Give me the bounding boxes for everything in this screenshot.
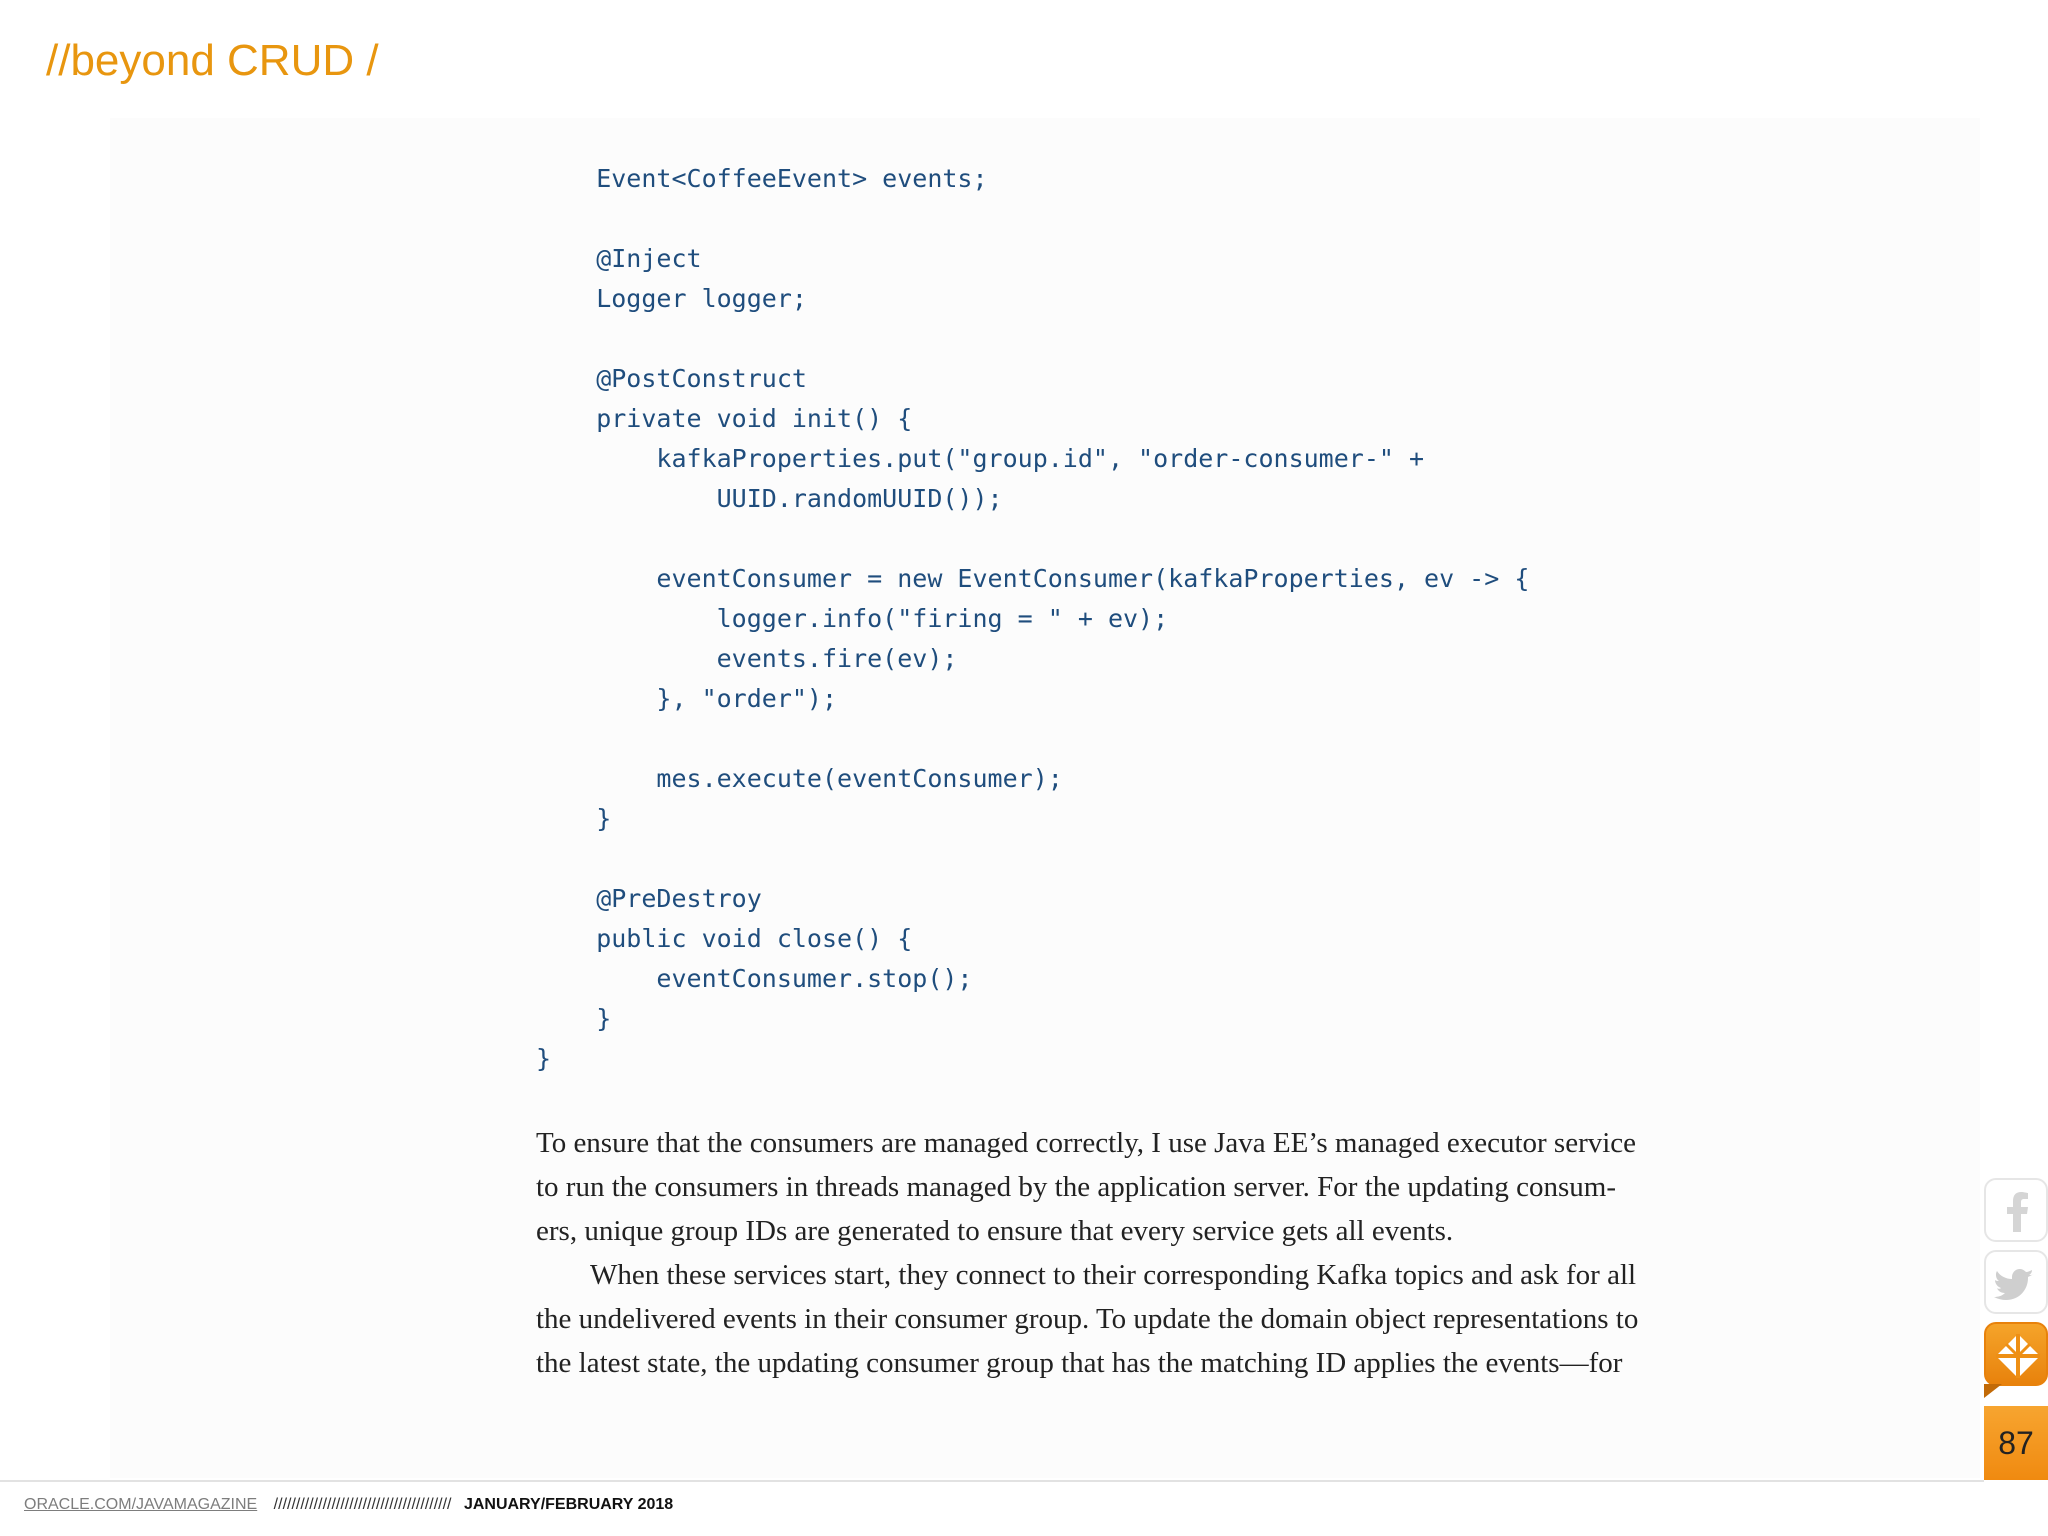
code-line: Logger logger; (536, 284, 807, 313)
twitter-icon (1986, 1252, 2048, 1316)
code-line (536, 839, 1529, 879)
twitter-share-button[interactable] (1984, 1250, 2048, 1314)
code-line: logger.info("firing = " + ev); (536, 604, 1169, 633)
page-footer (24, 1496, 673, 1514)
body-line: the latest state, the updating consumer group that has the matching ID applies the events—for (536, 1347, 1623, 1379)
code-line: }, "order"); (536, 684, 838, 713)
facebook-icon (1986, 1180, 2048, 1244)
code-line: @Inject (536, 244, 702, 273)
issue-date: JANUARY/FEBRUARY 2018 (463, 1496, 674, 1513)
body-line: To ensure that the consumers are managed correctly, I use Java EE’s managed executor service (536, 1127, 1637, 1159)
bookmark-share-button[interactable] (1984, 1322, 2048, 1386)
code-line: } (536, 1044, 552, 1073)
code-line: Event<CoffeeEvent> events; (536, 164, 988, 193)
section-title: //beyond CRUD / (46, 36, 379, 85)
footer-slashes: //////////////////////////////////////// (273, 1496, 452, 1513)
code-line: UUID.randomUUID()); (536, 484, 1003, 513)
code-line: public void close() { (536, 924, 913, 953)
code-line (536, 199, 1529, 239)
page-number: 87 (1984, 1406, 2048, 1480)
code-line: private void init() { (536, 404, 913, 433)
code-line: } (536, 804, 612, 833)
code-line: events.fire(ev); (536, 644, 958, 673)
code-line (536, 319, 1529, 359)
bookmark-icon (1986, 1324, 2048, 1388)
code-line: kafkaProperties.put("group.id", "order-consumer-" + (536, 444, 1425, 473)
code-line: eventConsumer = new EventConsumer(kafkaProperties, ev -> { (536, 564, 1530, 593)
footer-divider (0, 1480, 1984, 1482)
article-body (536, 1121, 1776, 1385)
body-line: the undelivered events in their consumer group. To update the domain object representations to (536, 1303, 1639, 1335)
code-line: mes.execute(eventConsumer); (536, 764, 1063, 793)
code-line (536, 719, 1529, 759)
body-line: When these services start, they connect to their corresponding Kafka topics and ask for all (590, 1259, 1637, 1291)
body-line: to run the consumers in threads managed by the application server. For the updating consum- (536, 1171, 1616, 1203)
facebook-share-button[interactable] (1984, 1178, 2048, 1242)
magazine-site-link[interactable]: ORACLE.COM/JAVAMAGAZINE (24, 1496, 258, 1513)
code-line (536, 519, 1529, 559)
code-listing (536, 159, 1529, 1079)
code-line: @PostConstruct (536, 364, 807, 393)
code-line: } (536, 1004, 612, 1033)
body-line: ers, unique group IDs are generated to ensure that every service gets all events. (536, 1215, 1454, 1247)
bookmark-tab-tail (1984, 1384, 2002, 1398)
code-line: @PreDestroy (536, 884, 762, 913)
code-line: eventConsumer.stop(); (536, 964, 973, 993)
